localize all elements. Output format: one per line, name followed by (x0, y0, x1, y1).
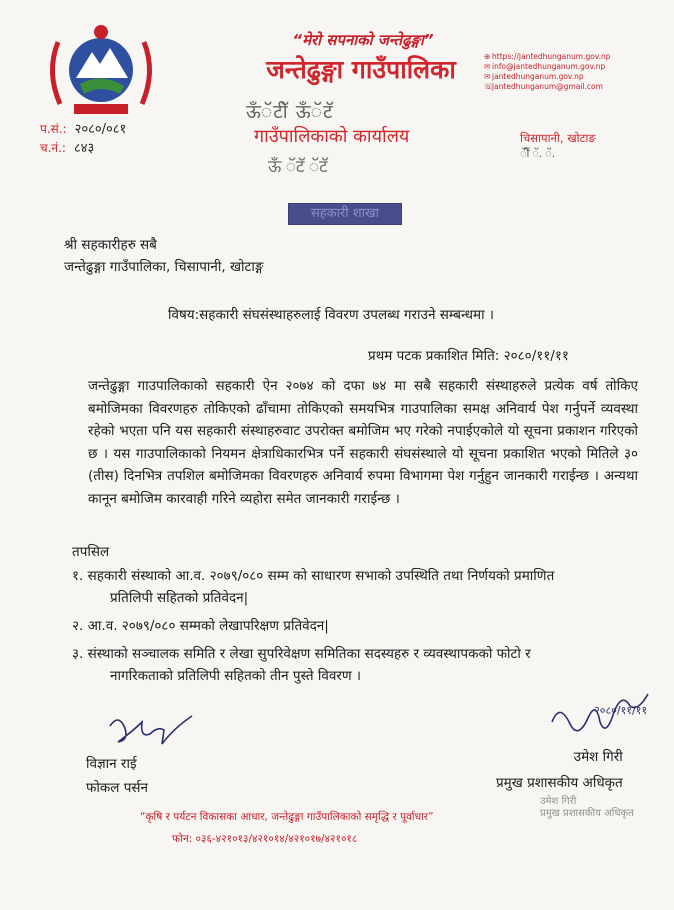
contact-row: ⊕ https://jantedhunganum.gov.np (484, 52, 611, 61)
signatory-left (86, 752, 148, 800)
reference-numbers (40, 120, 126, 158)
section-stamp: सहकारी शाखा (288, 203, 402, 225)
requirements-list (72, 565, 632, 693)
svg-text:२०८०/११/११: २०८०/११/११ (594, 704, 648, 717)
signatory-right-name: उमेश गिरी (573, 749, 623, 765)
faded-seal: उमेश गिरी प्रमुख प्रशासकीय अधिकृत (540, 796, 634, 819)
web-icon: ⊕ (484, 52, 491, 61)
recipient-line-2: जन्तेढुङ्गा गाउँपालिका, चिसापानी, खोटाङ्ग (64, 259, 264, 275)
recipient-line-1: श्री सहकारीहरु सबै (64, 237, 157, 253)
list-item: १. सहकारी संस्थाको आ.व. २०७९/०८० सम्म को साधारण सभाको उपस्थिति तथा निर्णयको प्रमाणित प्रतिलिपी सहितको प्रतिवेदन| (72, 568, 555, 606)
patra-sankhya: प.सं.: २०८०/०८१ (40, 122, 127, 137)
signatory-right-role: प्रमुख प्रशासकीय अधिकृत (496, 775, 623, 791)
phone-icon: ☏ (484, 82, 494, 91)
place-name: चिसापानी, खोटाङ (520, 131, 596, 145)
contact-row: ☏jantedhunganum@gmail.com (484, 82, 603, 91)
place-block (520, 130, 596, 162)
faded-stamp-line: ऊँॅटीॅ ऊँॅटॅ (246, 101, 334, 123)
recipient-address (64, 234, 263, 278)
nepal-emblem-icon (40, 12, 162, 120)
subject-line: विषय:सहकारी संघसंस्थाहरुलाई विवरण उपलब्ध गराउने सम्बन्धमा । (168, 307, 494, 323)
notice-body: जन्तेढुङ्गा गाउपालिकाको सहकारी ऐन २०७४ को दफा ७४ मा सबै सहकारी संस्थाहरुले प्रत्येक वर्ष तोकिए बमोजिमका विवरणहरु तोकिएको ढाँचामा तोकिएको समयभित्र गाउपालिका समक्ष अनिवार्य पेश गर्नुपर्ने व्यवस्था रहेको भएता पनि यस सहकारी संस्थाहरुवाट उपरोक्त बमोजिम भए गरेको नपाईएकोले यो सूचना प्रकाशन गरिएको छ । यस गाउपालिकाको नियमन क्षेत्राधिकारभित्र पर्ने सहकारी संघसंस्थाले यो सूचना प्रकाशित भएको मितिले ३० (तीस) दिनभित्र तपशिल बमोजिमका विवरणहरु अनिवार्य रुपमा विभागमा पेश गर्नुहुन जानकारी गराईन्छ । अन्यथा कानून बमोजिम कारवाही गरिने व्यहोरा समेत जानकारी गराईन्छ । (88, 378, 638, 507)
list-item: ३. संस्थाको सञ्चालक समिति र लेखा सुपरिवेक्षण समितिका सदस्यहरु र व्यवस्थापकको फोटो र नागरिकताको प्रतिलिपी सहितको तीन पुस्ते विवरण । (72, 646, 531, 684)
contact-block (484, 52, 611, 92)
faded-stamp-line-2: ऊँ ॅटॅ ॅटॅ (268, 157, 328, 177)
signatory-left-name: विज्ञान राई (86, 756, 137, 772)
signatory-right (496, 744, 623, 796)
motto: “मेरो सपनाको जन्तेढुङ्गा” (292, 31, 434, 49)
published-date: प्रथम पटक प्रकाशित मिति: २०८०/११/११ (368, 348, 569, 364)
municipality-title: जन्तेढुङ्गा गाउँपालिका (266, 55, 456, 84)
list-item: २. आ.व. २०७९/०८० सम्मको लेखापरिक्षण प्रतिवेदन| (72, 618, 329, 634)
mail-icon: ✉ (484, 72, 491, 81)
handwritten-signature-right (548, 682, 658, 744)
mail-icon: ✉ (484, 62, 491, 71)
tapsil-label: तपसिल (72, 544, 110, 560)
chalani-number: च.नं.: ८४३ (40, 141, 95, 156)
office-name: गाउँपालिकाको कार्यालय (254, 126, 410, 147)
contact-row: ✉ info@jantedhunganum.gov.np (484, 62, 606, 71)
footer-slogan: “कृषि र पर्यटन विकासका आधार, जन्तेढुङ्गा गाउँपालिकाको समृद्धि र पूर्वाधार” (140, 811, 434, 823)
place-stamp: ॅीॅ ॅ. ॅ. (520, 147, 556, 160)
signatory-left-role: फोकल पर्सन (86, 780, 149, 796)
contact-row: ✉ jantedhunganum.gov.np (484, 72, 584, 81)
handwritten-signature-left (104, 708, 196, 752)
footer-phone: फोन: ०३६-४२१०१३/४२१०१४/४२१०१७/४२१०१८ (172, 833, 358, 845)
